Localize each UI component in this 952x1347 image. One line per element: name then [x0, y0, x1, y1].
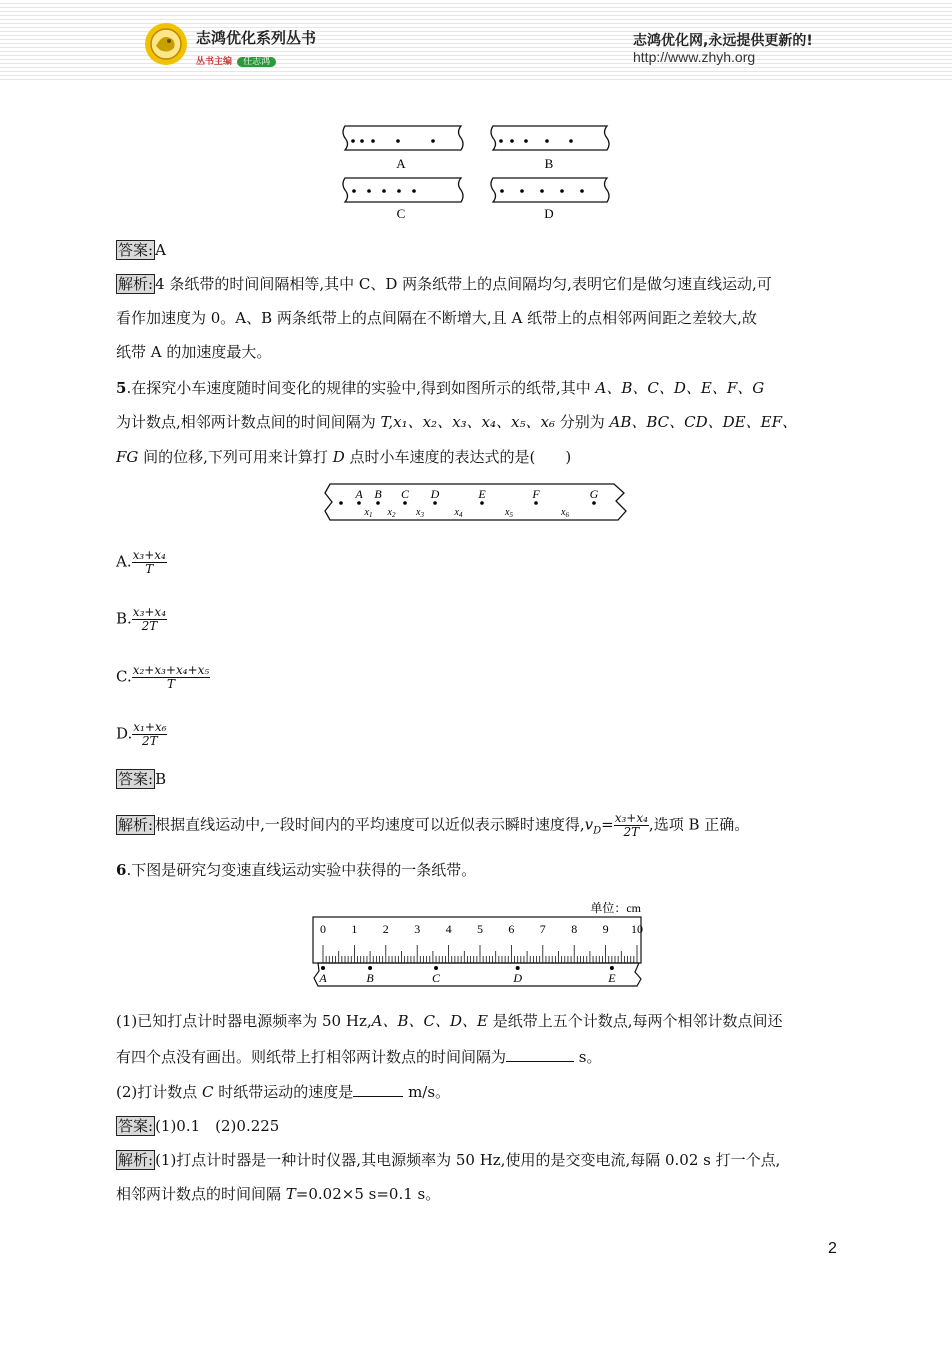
analysis-text: =0.02×5 s=0.1 s。: [295, 1185, 441, 1203]
option-fraction: [132, 721, 167, 748]
fraction-denominator: T: [166, 677, 175, 691]
tape-segment-label: $x_4$: [454, 507, 463, 519]
analysis-tag: 解析:: [118, 275, 154, 293]
tape-label-c: C: [396, 206, 406, 221]
ruler-number: 4: [445, 922, 452, 936]
q6-text: (2)打计数点: [116, 1083, 203, 1101]
tape-c: [343, 178, 463, 221]
q5-number: 5: [116, 379, 127, 397]
equals-sign: =: [601, 815, 614, 834]
q6-stem-text: .下图是研究匀变速直线运动实验中获得的一条纸带。: [126, 861, 477, 879]
editor-line: [196, 49, 276, 68]
analysis-T: T: [285, 1185, 296, 1203]
answer-tag: 答案:: [118, 770, 154, 788]
tape-point-D: [433, 501, 437, 505]
q5-FG: FG: [116, 448, 139, 466]
ruler-tape-label: D: [513, 971, 523, 985]
option-fraction: [132, 549, 167, 576]
fraction-denominator: 2T: [142, 734, 158, 748]
q4-analysis-3: 纸带 A 的加速度最大。: [116, 343, 272, 361]
ruler-tape-point-D: [516, 966, 520, 970]
tape-point-label: A: [355, 487, 363, 501]
ruler-tape-point-B: [368, 966, 372, 970]
tape-point-label: E: [478, 487, 486, 501]
option-label: D.: [116, 724, 133, 743]
q5-stem-2: [116, 413, 838, 431]
tape-point-E: [480, 501, 484, 505]
q5-stem-text: 为计数点,相邻两计数点间的时间间隔为: [116, 413, 381, 431]
analysis-text: (1)打点计时器是一种计时仪器,其电源频率为 50 Hz,使用的是交变电流,每隔 0.02 s 打一个点,: [155, 1151, 781, 1169]
tape-segment-label: $x_2$: [387, 507, 396, 519]
ruler-number: 3: [414, 922, 421, 936]
q6-unit: m/s。: [403, 1083, 451, 1101]
analysis-text: 相邻两计数点的时间间隔: [116, 1185, 286, 1203]
tape-point-C: [403, 501, 407, 505]
tape-label-a: A: [396, 156, 406, 171]
header-url[interactable]: http://www.zhyh.org: [633, 49, 756, 65]
tape-point-label: B: [374, 487, 382, 501]
option-fraction: [132, 664, 210, 691]
q6-part1-line2: [116, 1047, 838, 1066]
option-fraction: [132, 606, 167, 633]
tape-point-G: [592, 501, 596, 505]
tape-label-b: B: [544, 156, 554, 171]
q5-stem-text: 点时小车速度的表达式的是( ): [344, 448, 572, 466]
q5-option-a[interactable]: [116, 549, 838, 576]
answer-blank-1[interactable]: [506, 1047, 574, 1062]
ruler-number: 6: [508, 922, 515, 936]
page-number: 2: [828, 1240, 837, 1257]
q6-text: (1)已知打点计时器电源频率为 50 Hz,: [116, 1012, 372, 1030]
fraction-numerator: x₁+x₆: [133, 720, 167, 734]
q5-points: A、B、C、D、E、F、G: [595, 379, 765, 397]
option-label: A.: [116, 552, 132, 571]
fraction-denominator: T: [145, 562, 154, 576]
answer-tag: 答案:: [118, 241, 154, 259]
ruler-unit: 单位：cm: [590, 901, 641, 915]
fraction-numerator: x₃+x₄: [132, 605, 167, 619]
tape-point-label: F: [532, 487, 540, 501]
q6-text: 是纸带上五个计数点,每两个相邻计数点间还: [487, 1012, 783, 1030]
answer-blank-2[interactable]: [353, 1082, 403, 1097]
option-label: B.: [116, 609, 132, 628]
q6-text: 有四个点没有画出。则纸带上打相邻两计数点的时间间隔为: [116, 1048, 507, 1066]
q5-stem-text: 间的位移,下列可用来计算打: [138, 448, 333, 466]
series-title: 志鸿优化系列丛书: [196, 29, 317, 47]
q5-D: D: [332, 448, 345, 466]
fraction-denominator: 2T: [623, 825, 640, 839]
tape-point-label: C: [400, 487, 410, 501]
tape-point-A: [357, 501, 361, 505]
tape-segment-label: $x_3$: [416, 507, 424, 519]
q6-answer: [116, 1117, 838, 1135]
option-label: C.: [116, 667, 132, 686]
velocity-symbol: v: [584, 815, 594, 834]
ruler-number: 5: [477, 922, 483, 936]
q5-segments: AB、BC、CD、DE、EF、: [609, 413, 797, 431]
ruler-number: 9: [602, 922, 609, 936]
header-slogan: 志鸿优化网,永远提供更新的!: [633, 33, 813, 49]
q6-C: C: [202, 1083, 214, 1101]
q6-analysis-2: [116, 1185, 838, 1203]
fraction-numerator: x₃+x₄: [614, 811, 648, 825]
analysis-tag: 解析:: [118, 815, 154, 834]
tape-point-label: D: [430, 487, 440, 501]
tape-figure: [335, 120, 620, 226]
tape-segment-label: $x_6$: [561, 507, 569, 519]
ruler-number: 0: [320, 922, 326, 936]
fraction-numerator: x₂+x₃+x₄+x₅: [132, 663, 210, 677]
q5-stem-text: 分别为: [554, 413, 610, 431]
q5-xs: x₁、x₂、x₃、x₄、x₅、x₆: [393, 413, 555, 431]
answer-value: (1)0.1 (2)0.225: [155, 1117, 280, 1135]
q4-answer: [116, 241, 838, 259]
ruler-number: 1: [351, 922, 358, 936]
tape-segment-label: $x_1$: [364, 507, 373, 519]
q6-points: A、B、C、D、E: [371, 1012, 488, 1030]
q6-analysis-1: [116, 1151, 838, 1169]
q5-stem-text: .在探究小车速度随时间变化的规律的实验中,得到如图所示的纸带,其中: [126, 379, 596, 397]
velocity-subscript: D: [593, 825, 602, 837]
fraction-denominator: 2T: [141, 619, 158, 633]
ruler-figure: [305, 896, 650, 990]
answer-tag: 答案:: [118, 1117, 154, 1135]
ruler-tape-label: C: [432, 971, 441, 985]
tape-point-F: [534, 501, 538, 505]
editor-label: 丛书主编: [196, 57, 233, 67]
q6-stem: [116, 861, 838, 879]
analysis-fraction: [614, 812, 649, 839]
ruler-number: 10: [631, 922, 643, 936]
q6-part1-line1: [116, 1012, 838, 1030]
analysis-tag: 解析:: [118, 1151, 154, 1169]
ruler-tape-label: B: [366, 971, 374, 985]
ruler-tape-point-C: [434, 966, 438, 970]
ruler-number: 2: [382, 922, 389, 936]
q4-analysis-1: [116, 275, 838, 293]
series-logo: [144, 22, 188, 66]
q5-option-c[interactable]: [116, 664, 838, 691]
q6-unit: s。: [574, 1048, 602, 1066]
answer-value: B: [155, 770, 167, 788]
tape-point-B: [376, 501, 380, 505]
q6-part2: [116, 1082, 838, 1101]
q4-analysis-2: 看作加速度为 0。A、B 两条纸带上的点间隔在不断增大,且 A 纸带上的点相邻两间距之差较大,故: [116, 309, 757, 327]
ruler-number: 7: [539, 922, 546, 936]
ruler-tape-point-E: [610, 966, 614, 970]
tape-segment-label: $x_5$: [505, 507, 513, 519]
q5-option-b[interactable]: [116, 606, 838, 633]
q5-stem-1: [116, 379, 838, 397]
q6-number: 6: [116, 861, 127, 879]
answer-value: A: [155, 241, 166, 259]
analysis-text: 4 条纸带的时间间隔相等,其中 C、D 两条纸带上的点间隔均匀,表明它们是做匀速直线运动,可: [155, 275, 772, 293]
q5-stem-3: [116, 448, 838, 466]
q5-analysis: [116, 812, 838, 844]
q6-text: 时纸带运动的速度是: [213, 1083, 354, 1101]
tape-b: [491, 126, 609, 171]
q5-tape-figure: [322, 481, 632, 523]
tape-point-label: G: [589, 487, 599, 501]
analysis-text: 根据直线运动中,一段时间内的平均速度可以近似表示瞬时速度得,: [155, 815, 585, 834]
editor-name: 任志鸿: [237, 57, 276, 67]
tape-label-d: D: [544, 206, 554, 221]
ruler-tape-label: E: [608, 971, 616, 985]
q5-T: T,: [380, 413, 394, 431]
ruler-tape-point-A: [321, 966, 325, 970]
q5-option-d[interactable]: [116, 721, 838, 748]
ruler-tape-label: A: [319, 971, 327, 985]
tape-d: [491, 178, 609, 221]
tape-a: [343, 126, 463, 171]
fraction-numerator: x₃+x₄: [132, 548, 166, 562]
q5-answer: [116, 770, 838, 788]
ruler-number: 8: [571, 922, 578, 936]
analysis-text: ,选项 B 正确。: [648, 815, 750, 834]
